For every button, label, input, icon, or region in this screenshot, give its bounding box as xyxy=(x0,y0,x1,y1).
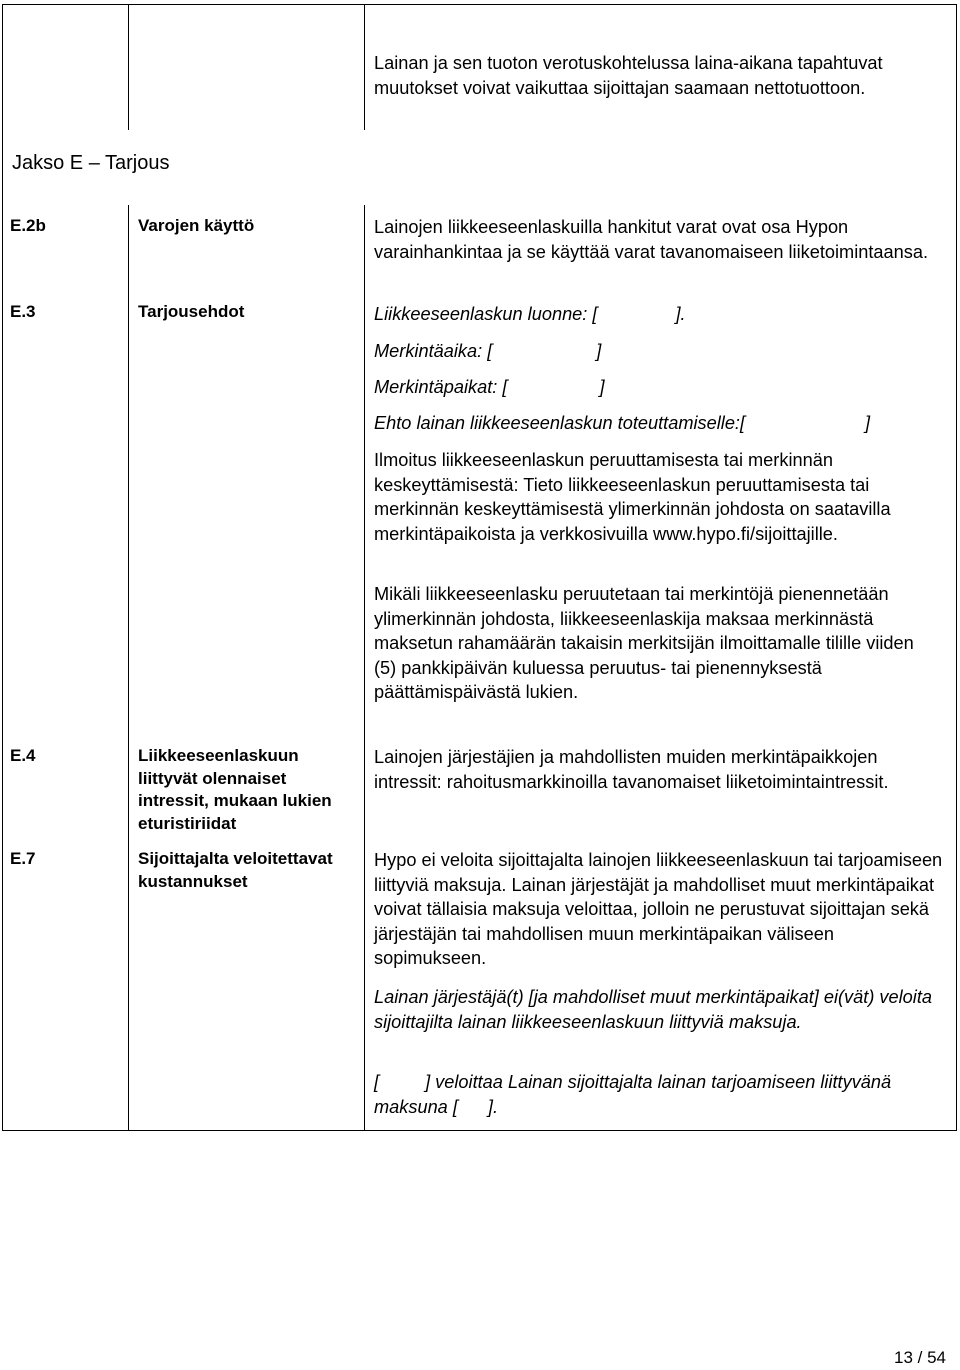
e7-bracket-open: [ xyxy=(374,1072,380,1092)
row-label-e3: Tarjousehdot xyxy=(138,302,245,321)
ehto-label: Ehto lainan liikkeeseenlaskun toteuttamiselle:[ xyxy=(374,413,746,433)
table-top-border xyxy=(2,4,957,5)
intro-text: Lainan ja sen tuoton verotuskohtelussa laina-aikana tapahtuvat muutokset voivat vaikuttaa sijoittajan saamaan nettotuottoon. xyxy=(374,53,883,98)
row-label-e4: Liikkeeseenlaskuun liittyvät olennaiset intressit, mukaan lukien eturistiriidat xyxy=(138,746,332,833)
e7-sentence: ] veloittaa Lainan sijoittajalta lainan tarjoamiseen liittyvänä maksuna [ xyxy=(374,1072,892,1117)
column-divider-1 xyxy=(128,4,129,130)
luonne-line xyxy=(374,302,686,327)
table-bottom-border xyxy=(2,1130,957,1131)
ehto-line xyxy=(374,411,870,436)
table-left-border xyxy=(2,4,3,1131)
section-title: Jakso E – Tarjous xyxy=(12,152,170,174)
merkintaaika-line xyxy=(374,339,601,364)
row-text-e4: Lainojen järjestäjien ja mahdollisten muiden merkintäpaikkojen intressit: rahoitusmarkkinoilla tavanomaiset liiketoimintaintressit. xyxy=(374,747,889,792)
luonne-close: ]. xyxy=(675,304,686,324)
luonne-label: Liikkeeseenlaskun luonne: [ xyxy=(374,304,598,324)
ilmoitus-text: Ilmoitus liikkeeseenlaskun peruuttamisesta tai merkinnän keskeyttämisestä: Tieto liikkeeseenlaskun peruuttamisesta tai merkinnän keskeyttämisestä ylimerkinnän johdosta on saatavilla merkintäpaikoista ja verkkosivuilla www.hypo.fi/sijoittajille. xyxy=(374,450,891,544)
merkintapaikat-close: ] xyxy=(599,377,605,397)
row-text-e7-1: Hypo ei veloita sijoittajalta lainojen liikkeeseenlaskuun tai tarjoamiseen liittyviä maksuja. Lainan järjestäjät ja mahdolliset muut merkintäpaikat voivat tällaisia maksuja veloittaa, jolloin ne perustuvat sijoittajan sekä järjestäjän tai mahdollisen muun merkintäpaikan väliseen sopimukseen. xyxy=(374,850,943,968)
row-label-e2b: Varojen käyttö xyxy=(138,216,255,235)
ehto-close: ] xyxy=(865,413,871,433)
column-divider-2 xyxy=(364,4,365,130)
merkintapaikat-line xyxy=(374,375,605,400)
merkintaaika-label: Merkintäaika: [ xyxy=(374,341,493,361)
row-label-e7: Sijoittajalta veloitettavat kustannukset xyxy=(138,849,333,891)
table-right-border xyxy=(956,4,957,1131)
column-divider-2 xyxy=(364,205,365,1131)
merkintaaika-close: ] xyxy=(596,341,602,361)
merkintapaikat-label: Merkintäpaikat: [ xyxy=(374,377,508,397)
row-text-e7-2: Lainan järjestäjä(t) [ja mahdolliset muut merkintäpaikat] ei(vät) veloita sijoittajilta lainan liikkeeseenlaskuun liittyviä maksuja. xyxy=(374,987,933,1032)
row-code-e4: E.4 xyxy=(10,746,36,765)
page-number: 13 / 54 xyxy=(894,1348,946,1367)
row-code-e7: E.7 xyxy=(10,849,36,868)
e7-bracket-close: ]. xyxy=(487,1096,499,1117)
mikali-text: Mikäli liikkeeseenlasku peruutetaan tai merkintöjä pienennetään ylimerkinnän johdosta, liikkeeseenlaskija maksaa merkinnästä maksetun rahamäärän takaisin merkitsijän ilmoittamalle tilille viiden (5) pankkipäivän kuluessa peruutus- tai pienennyksestä päättämispäivästä lukien. xyxy=(374,584,914,702)
row-text-e7-3 xyxy=(374,1070,934,1119)
row-code-e2b: E.2b xyxy=(10,216,46,235)
row-text-e2b: Lainojen liikkeeseenlaskuilla hankitut varat ovat osa Hypon varainhankintaa ja se käyttää varat tavanomaiseen liiketoimintaansa. xyxy=(374,217,929,262)
column-divider-1 xyxy=(128,205,129,1131)
row-code-e3: E.3 xyxy=(10,302,36,321)
